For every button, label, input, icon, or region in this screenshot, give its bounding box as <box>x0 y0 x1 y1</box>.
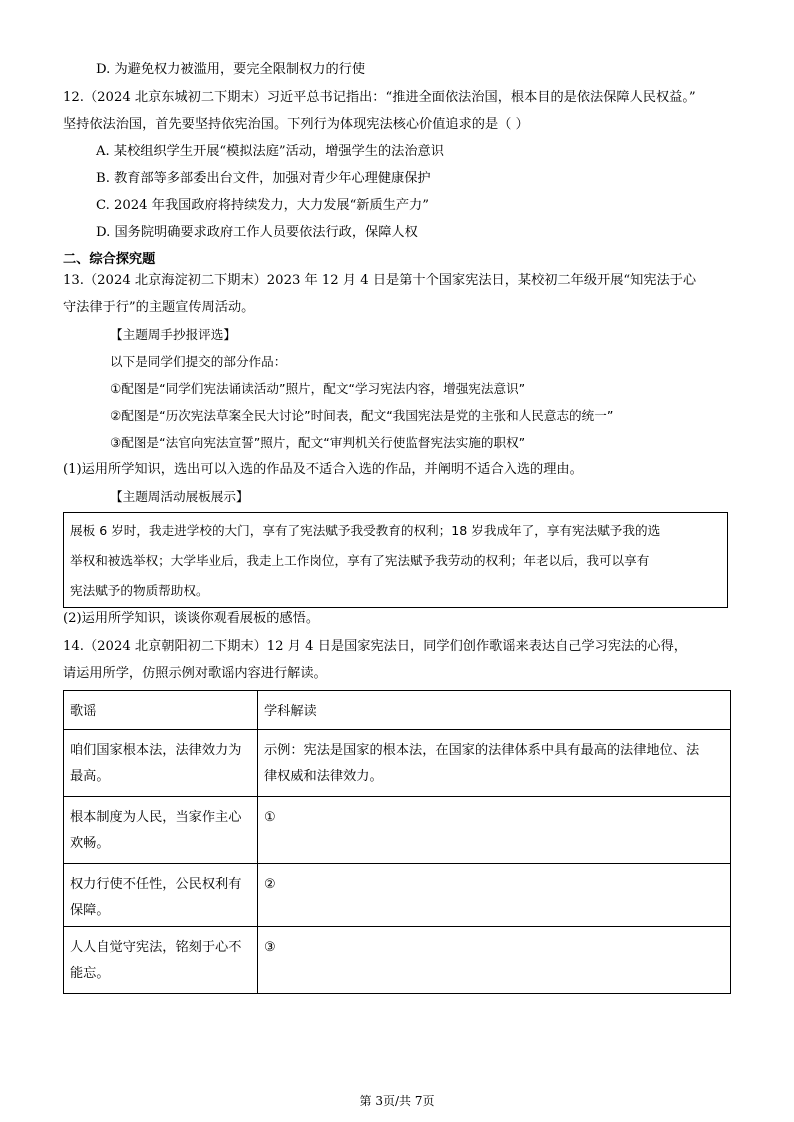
board-line-2: 举权和被选举权；大学毕业后，我走上工作岗位，享有了宪法赋予我劳动的权利；年老以后，我可以享有 <box>70 553 650 568</box>
blank-marker: ② <box>264 877 276 892</box>
q13-intro: 以下是同学们提交的部分作品： <box>110 354 287 369</box>
interpretation-cell <box>258 730 731 797</box>
q13-sub-heading-board: 【主题周活动展板展示】 <box>110 489 249 504</box>
answer-blank-2[interactable] <box>258 864 731 927</box>
interpretation-text: 示例：宪法是国家的根本法，在国家的法律体系中具有最高的法律地位、法 <box>264 743 700 758</box>
q14-stem-line1: 14.（2024 北京朝阳初二下期末）12 月 4 日是国家宪法日，同学们创作歌谣来表达自己学习宪法的心得， <box>63 639 687 654</box>
song-text: 人人自觉守宪法，铭刻于心不 <box>70 940 242 955</box>
song-text: 欢畅。 <box>70 836 110 851</box>
song-cell <box>64 864 258 927</box>
table-row <box>64 730 731 797</box>
table-row <box>64 927 731 994</box>
song-interpretation-table <box>63 690 731 994</box>
song-text: 权力行使不任性，公民权利有 <box>70 877 242 892</box>
header-interpretation: 学科解读 <box>258 691 731 730</box>
q13-work-1: ①配图是“同学们宪法诵读活动”照片，配文“学习宪法内容，增强宪法意识” <box>110 381 526 396</box>
blank-marker: ① <box>264 810 276 825</box>
q12-stem-line2: 坚持依法治国，首先要坚持依宪治国。下列行为体现宪法核心价值追求的是（ ） <box>63 117 529 132</box>
display-board-box <box>63 512 728 608</box>
q12-option-c: C. 2024 年我国政府将持续发力，大力发展“新质生产力” <box>96 198 429 213</box>
table-row <box>64 797 731 864</box>
song-text: 咱们国家根本法，法律效力为 <box>70 743 242 758</box>
q13-stem-line1: 13.（2024 北京海淀初二下期末）2023 年 12 月 4 日是第十个国家宪法日，某校初二年级开展“知宪法于心 <box>63 273 697 288</box>
answer-blank-1[interactable] <box>258 797 731 864</box>
page-number: 第 3页/共 7页 <box>359 1094 435 1108</box>
table-header-row <box>64 691 731 730</box>
q12-stem-line1: 12.（2024 北京东城初二下期末）习近平总书记指出：“推进全面依法治国，根本目的是依法保障人民权益。” <box>63 90 696 105</box>
section-title: 二、综合探究题 <box>63 252 156 267</box>
q12-option-d: D. 国务院明确要求政府工作人员要依法行政，保障人权 <box>96 225 418 240</box>
song-text: 能忘。 <box>70 966 110 981</box>
song-text: 保障。 <box>70 903 110 918</box>
song-cell <box>64 730 258 797</box>
song-text: 根本制度为人民，当家作主心 <box>70 810 242 825</box>
q13-question-2: (2)运用所学知识，谈谈你观看展板的感悟。 <box>63 611 320 626</box>
answer-blank-3[interactable] <box>258 927 731 994</box>
song-cell <box>64 797 258 864</box>
q14-stem-line2: 请运用所学，仿照示例对歌谣内容进行解读。 <box>63 666 327 681</box>
q13-question-1: (1)运用所学知识，选出可以入选的作品及不适合入选的作品，并阐明不适合入选的理由。 <box>63 462 583 477</box>
q13-stem-line2: 守法律于行”的主题宣传周活动。 <box>63 300 255 315</box>
song-text: 最高。 <box>70 769 110 784</box>
blank-marker: ③ <box>264 940 276 955</box>
song-cell <box>64 927 258 994</box>
board-line-1: 展板 6 岁时，我走进学校的大门，享有了宪法赋予我受教育的权利；18 岁我成年了，享有宪法赋予我的选 <box>70 523 661 538</box>
q13-sub-heading-handout: 【主题周手抄报评选】 <box>110 327 236 342</box>
q12-option-b: B. 教育部等多部委出台文件，加强对青少年心理健康保护 <box>96 171 431 186</box>
q12-option-a: A. 某校组织学生开展“模拟法庭”活动，增强学生的法治意识 <box>96 144 444 159</box>
q13-work-2: ②配图是“历次宪法草案全民大讨论”时间表，配文“我国宪法是党的主张和人民意志的统一” <box>110 408 614 423</box>
interpretation-text: 律权威和法律效力。 <box>264 769 383 784</box>
q11-option-d: D. 为避免权力被滥用，要完全限制权力的行使 <box>96 62 366 77</box>
header-song: 歌谣 <box>64 691 258 730</box>
q13-work-3: ③配图是“法官向宪法宣誓”照片，配文“审判机关行使监督宪法实施的职权” <box>110 435 526 450</box>
board-line-3: 宪法赋予的物质帮助权。 <box>70 583 209 598</box>
table-row <box>64 864 731 927</box>
